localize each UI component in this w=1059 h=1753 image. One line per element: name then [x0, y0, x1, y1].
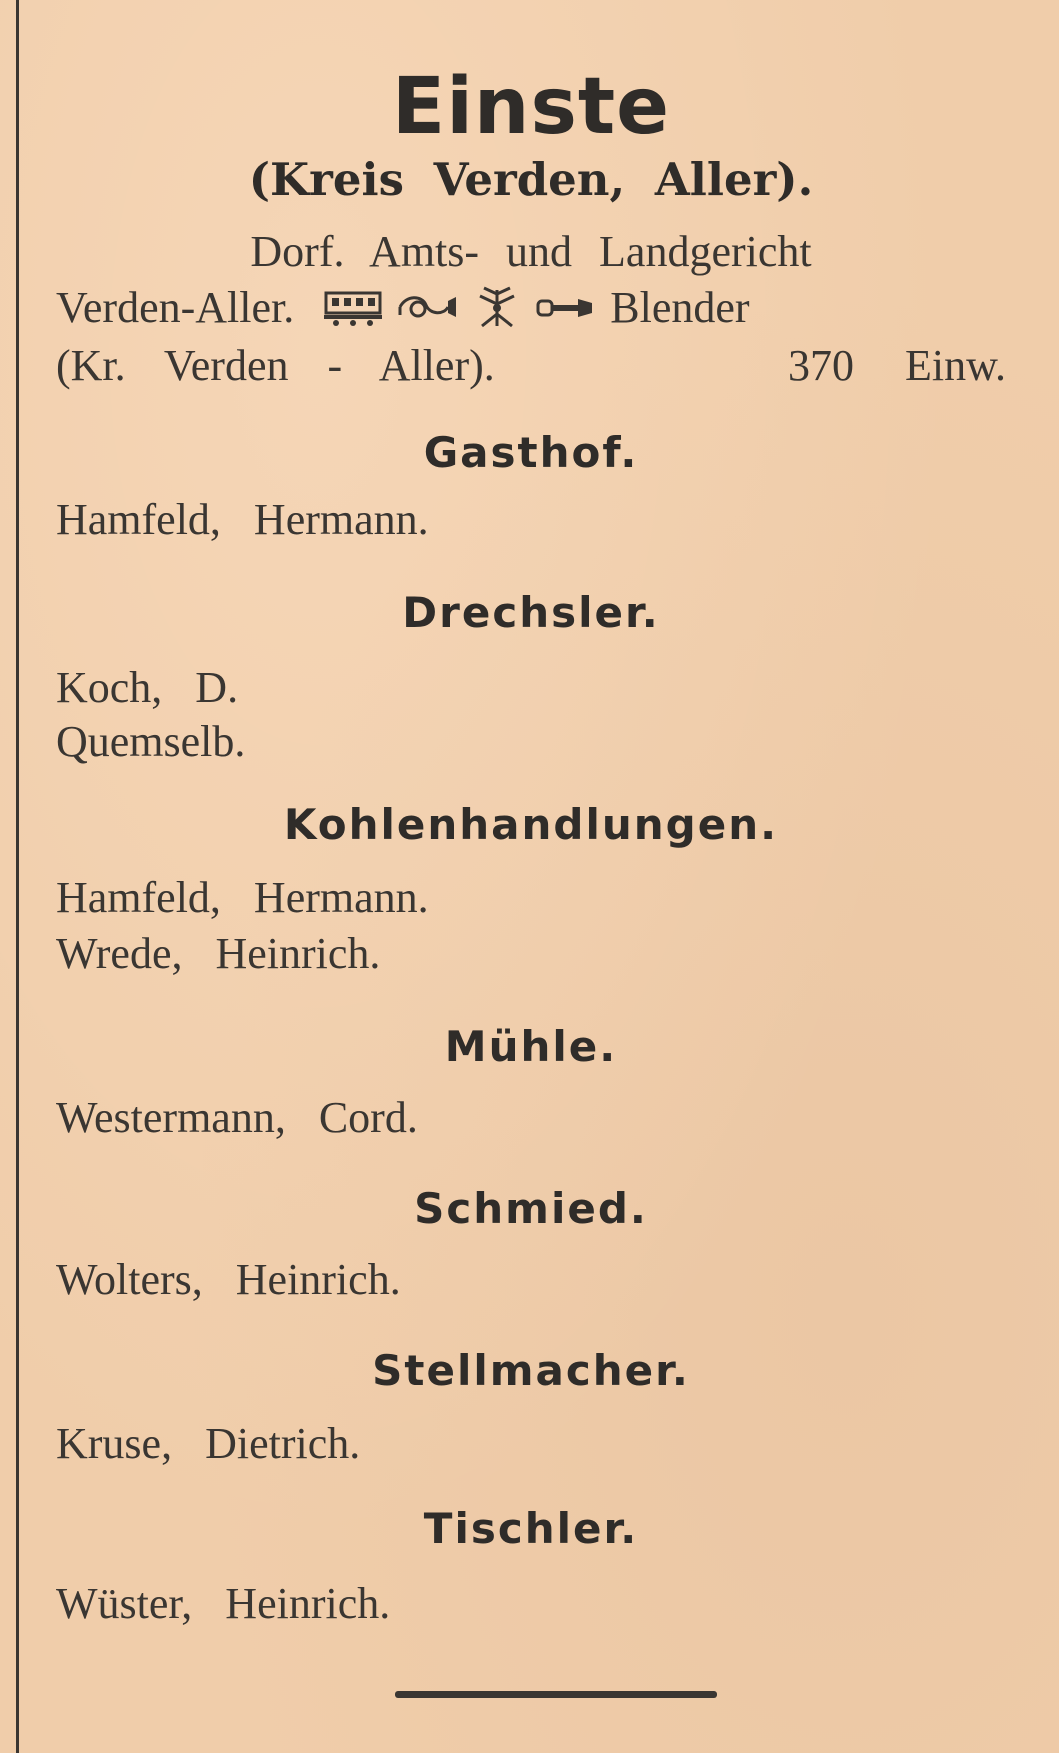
place-subtitle: (Kreis Verden, Aller). — [248, 153, 814, 206]
service-symbols — [324, 286, 596, 330]
list-item: Wüster, Heinrich. — [56, 1579, 391, 1628]
post-horn-icon — [396, 293, 458, 323]
list-item: Wolters, Heinrich. — [56, 1255, 401, 1304]
list-item: Wrede, Heinrich. — [56, 929, 381, 978]
list-item: Hamfeld, Hermann. — [56, 495, 429, 544]
population: 370 Einw. — [787, 341, 1006, 390]
intro-line-3 — [56, 340, 1006, 391]
intro-line-2-right: Blender — [610, 283, 750, 332]
section-heading-schmied: Schmied. — [414, 1184, 648, 1233]
list-item: Koch, D. — [56, 663, 239, 712]
list-item: Westermann, Cord. — [56, 1093, 418, 1142]
section-heading-tischler: Tischler. — [423, 1504, 639, 1553]
section-heading-gasthof: Gasthof. — [423, 428, 639, 477]
section-heading-drechsler: Drechsler. — [402, 588, 660, 637]
section-heading-kohlenhandlungen: Kohlenhandlungen. — [283, 800, 779, 849]
telephone-icon — [536, 295, 596, 321]
section-end-rule — [395, 1691, 717, 1698]
telegraph-icon — [472, 286, 522, 330]
intro-line-3-left: (Kr. Verden - Aller). — [56, 341, 495, 390]
intro-line-2 — [56, 282, 1006, 333]
section-heading-muehle: Mühle. — [444, 1022, 618, 1071]
section-heading-stellmacher: Stellmacher. — [372, 1346, 690, 1395]
list-item: Quemselb. — [56, 717, 246, 766]
intro-line-2-left: Verden-Aller. — [56, 283, 295, 332]
list-item: Kruse, Dietrich. — [56, 1419, 361, 1468]
intro-line-1: Dorf. Amts- und Landgericht — [250, 227, 812, 276]
list-item: Hamfeld, Hermann. — [56, 873, 429, 922]
left-column-rule — [16, 0, 19, 1753]
place-title: Einste — [391, 62, 671, 152]
railway-station-icon — [324, 289, 382, 327]
